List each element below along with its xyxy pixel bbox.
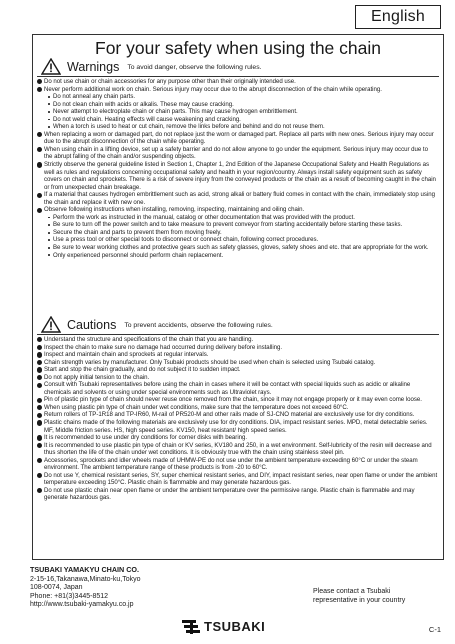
item-text: Pin of plastic pin type of chain should never reuse once removed from the chain, since it may not engage properly or it may even come loose.: [44, 396, 422, 404]
bullet-icon: [37, 435, 42, 440]
warnings-header: [33, 58, 443, 75]
sub-list-item: [47, 116, 438, 124]
bullet-icon: [37, 162, 42, 167]
warning-triangle-icon: [41, 58, 61, 75]
item-text: When using plastic pin type of chain under wet conditions, make sure that the temperature does not exceed 60°C.: [44, 403, 349, 411]
item-text: When using chain in a lifting device, set up a safety barrier and do not allow anyone to go under the equipment. Serious injury may occur due to the abrupt falling of the chain and/or suspending objects.: [44, 145, 428, 161]
bullet-icon: [37, 147, 42, 152]
company-url[interactable]: http://www.tsubaki-yamakyu.co.jp: [30, 601, 134, 609]
contact-note: Please contact a Tsubaki representative in your country: [313, 588, 406, 604]
tsubaki-emblem-icon: [182, 619, 202, 635]
bullet-icon: [37, 488, 42, 493]
item-text: Do not use plastic chain near open flame or under the ambient temperature over the permissive range. Plastic chain is flammable and may generate hazardous gas.: [44, 486, 415, 502]
list-item: [37, 366, 438, 374]
bullet-icon: [37, 360, 42, 365]
cautions-note: To prevent accidents, observe the following rules.: [124, 322, 273, 329]
bullet-icon: [37, 208, 42, 213]
list-item: [37, 419, 438, 434]
bullet-icon: [37, 352, 42, 357]
item-text: Consult with Tsubaki representatives before using the chain in cases where it will be contact with special liquids such as acidic or alkaline chemicals and solvents or using under special environments such as Ultraviolet rays.: [44, 381, 411, 396]
bullet-icon: [37, 79, 42, 84]
sub-list-item: [47, 214, 438, 222]
warnings-list: [37, 78, 438, 259]
sub-item-text: Do not anneal any chain parts.: [53, 93, 136, 101]
tsubaki-logo: [182, 619, 282, 635]
cautions-list: [37, 336, 438, 502]
warnings-title: Warnings: [67, 60, 120, 74]
page-title: For your safety when using the chain: [95, 38, 381, 58]
list-item: [37, 487, 438, 502]
item-text: Observe following instructions when installing, removing, inspecting, maintaining and oiling chain.: [44, 206, 305, 214]
sub-list-item: [47, 244, 438, 252]
item-text: Do not use chain or chain accessories for any purpose other than their originally intended use.: [44, 78, 296, 85]
sub-list: [44, 214, 438, 259]
bullet-icon: [37, 420, 42, 425]
item-text: Do not use Y, chemical resistant series, SY, super chemical resistant series, and DIY, impact resistant series, near open flame or under the ambient temperature exceeding 150°C. Plastic chain is flammable and may generate hazardous gas.: [44, 471, 438, 487]
sub-list-item: [47, 101, 438, 109]
list-item: [37, 336, 438, 344]
company-info: [30, 566, 250, 610]
sub-item-text: When a torch is used to heat or cut chain, remove the links before and behind and do not reuse them.: [53, 123, 325, 131]
sub-list-item: [47, 236, 438, 244]
item-text: Plastic chains made of the following materials are exclusively use for dry conditions. DIA, impact resistant series. MPD, metal detectable series. MF, Middle friction series. HS, high speed series. KV150, heat resistant/ high speed series.: [44, 419, 428, 434]
bullet-icon: [37, 132, 42, 137]
list-item: [37, 146, 438, 161]
language-tab: English: [355, 5, 441, 29]
sub-list-item: [47, 221, 438, 229]
list-item: [37, 442, 438, 457]
sub-bullet-icon: [48, 239, 50, 241]
sub-item-text: Use a press tool or other special tools to disconnect or connect chain, following correct procedures.: [53, 236, 319, 244]
sub-bullet-icon: [48, 247, 50, 249]
list-item: [37, 86, 438, 131]
list-item: [37, 206, 438, 259]
bullet-icon: [37, 473, 42, 478]
company-name: TSUBAKI YAMAKYU CHAIN CO.: [30, 565, 140, 574]
sub-bullet-icon: [48, 103, 50, 105]
sub-item-text: Do not clean chain with acids or alkalis. These may cause cracking.: [53, 100, 234, 108]
divider: [37, 334, 439, 335]
item-text: Strictly observe the general guideline listed in Section 1, Chapter 1, 2nd Edition of the Japanese Occupational Safety and Health Regulations as well as rules and regulations concerning occupational safety and health in your region/country. Always install safety equipment such as safety covers on chain and sprockets. There is a risk of severe injury from the conveyed products or the chain as a result of becoming caught in the chain or from unexpected chain breakage.: [44, 161, 436, 191]
item-text: Accessories, sprockets and idler wheels made of UHMW-PE do not use under the ambient temperature exceeding 60°C or under the steam environment. The ambient temperature range of these products is from -20 to 60°C.: [44, 456, 418, 472]
cautions-title: Cautions: [67, 318, 117, 332]
item-text: If a material that causes hydrogen embrittlement such as acid, strong alkali or battery fluid comes in contact with the chain, immediately stop using the chain and replace it with new one.: [44, 191, 435, 206]
company-phone: Phone: +81(3)3445-8512: [30, 592, 109, 600]
item-text: Never perform additional work on chain. Serious injury may occur due to the abrupt disconnection of the chain while operating.: [44, 85, 382, 93]
list-item: [37, 131, 438, 146]
bullet-icon: [37, 87, 42, 92]
divider: [37, 76, 439, 77]
sub-item-text: Secure the chain and parts to prevent them from moving freely.: [53, 228, 222, 236]
sub-item-text: Be sure to turn off the power switch and to take measure to prevent conveyor from starting accidentally before starting these tasks.: [53, 221, 403, 229]
sub-item-text: Perform the work as instructed in the manual, catalog or other documentation that was provided with the product.: [53, 213, 355, 221]
list-item: [37, 404, 438, 412]
sub-bullet-icon: [48, 224, 50, 226]
bullet-icon: [37, 337, 42, 342]
cautions-header: [33, 316, 443, 333]
list-item: [37, 191, 438, 206]
logo-wordmark: TSUBAKI: [204, 619, 266, 634]
sub-list-item: [47, 123, 438, 131]
sub-bullet-icon: [48, 96, 50, 98]
sub-item-text: Be sure to wear working clothes and protective gears such as safety glasses, gloves, safety shoes and etc. that are appropriate for the work.: [53, 244, 429, 252]
item-text: Chain strength varies by manufacturer. Only Tsubaki products should be used when chain is selected using Tsubaki catalog.: [44, 358, 376, 366]
list-item: [37, 359, 438, 367]
bullet-icon: [37, 367, 42, 372]
list-item: [37, 351, 438, 359]
sub-bullet-icon: [48, 254, 50, 256]
bullet-icon: [37, 413, 42, 418]
list-item: [37, 78, 438, 86]
list-item: [37, 344, 438, 352]
bullet-icon: [37, 345, 42, 350]
list-item: [37, 374, 438, 382]
sub-item-text: Do not weld chain. Heating effects will cause weakening and cracking.: [53, 115, 241, 123]
list-item: [37, 161, 438, 191]
sub-list-item: [47, 252, 438, 260]
sub-bullet-icon: [48, 232, 50, 234]
item-text: It is recommended to use plastic pin type of chain or KV series, KV180 and 250, in a wet environment. Self-lubricity of the resin will decrease and thus shorten the life of the chain under wet conditions. It is obviously true with the chain using stainless steel pin.: [44, 441, 432, 457]
item-text: Return rollers of TP-1R18 and TP-IR60, M-rail of PR520-M and other rails made of SJ-CNO material are exclusively use for dry conditions.: [44, 411, 415, 419]
bullet-icon: [37, 193, 42, 198]
bullet-icon: [37, 405, 42, 410]
sub-item-text: Only experienced personnel should perform chain replacement.: [53, 251, 224, 259]
sub-bullet-icon: [48, 111, 50, 113]
bullet-icon: [37, 458, 42, 463]
list-item: [37, 396, 438, 404]
bullet-icon: [37, 375, 42, 380]
item-text: Inspect the chain to make sure no damage had occurred during delivery before installing.: [44, 343, 283, 351]
bullet-icon: [37, 383, 42, 388]
bullet-icon: [37, 398, 42, 403]
item-text: Start and stop the chain gradually, and do not subject it to sudden impact.: [44, 366, 241, 374]
list-item: [37, 457, 438, 472]
list-item: [37, 472, 438, 487]
page-number: C-1: [428, 625, 441, 634]
list-item: [37, 411, 438, 419]
warnings-note: To avoid danger, observe the following rules.: [127, 64, 262, 71]
safety-notice-frame: [32, 34, 444, 560]
item-text: It is recommended to use under dry conditions for corner disks with bearing.: [44, 434, 248, 442]
item-text: When replacing a worn or damaged part, do not replace just the worn or damaged part. Replace all parts with new ones. Serious injury may occur due to the abrupt disconnection of the chain while operating.: [44, 130, 434, 146]
caution-triangle-icon: [41, 316, 61, 333]
sub-bullet-icon: [48, 217, 50, 219]
item-text: Understand the structure and specifications of the chain that you are handling.: [44, 336, 254, 343]
sub-list-item: [47, 108, 438, 116]
company-address-line2: 108-0074, Japan: [30, 584, 83, 592]
sub-bullet-icon: [48, 119, 50, 121]
sub-list-item: [47, 93, 438, 101]
item-text: Inspect and maintain chain and sprockets at regular intervals.: [44, 351, 209, 359]
list-item: [37, 381, 438, 396]
sub-list-item: [47, 229, 438, 237]
company-address-line1: 2-15-16,Takanawa,Minato-ku,Tokyo: [30, 575, 141, 583]
item-text: Do not apply initial tension to the chain.: [44, 373, 150, 381]
sub-bullet-icon: [48, 126, 50, 128]
sub-list: [44, 93, 438, 131]
bullet-icon: [37, 443, 42, 448]
sub-item-text: Never attempt to electroplate chain or chain parts. This may cause hydrogen embrittlement.: [53, 108, 298, 116]
list-item: [37, 434, 438, 442]
